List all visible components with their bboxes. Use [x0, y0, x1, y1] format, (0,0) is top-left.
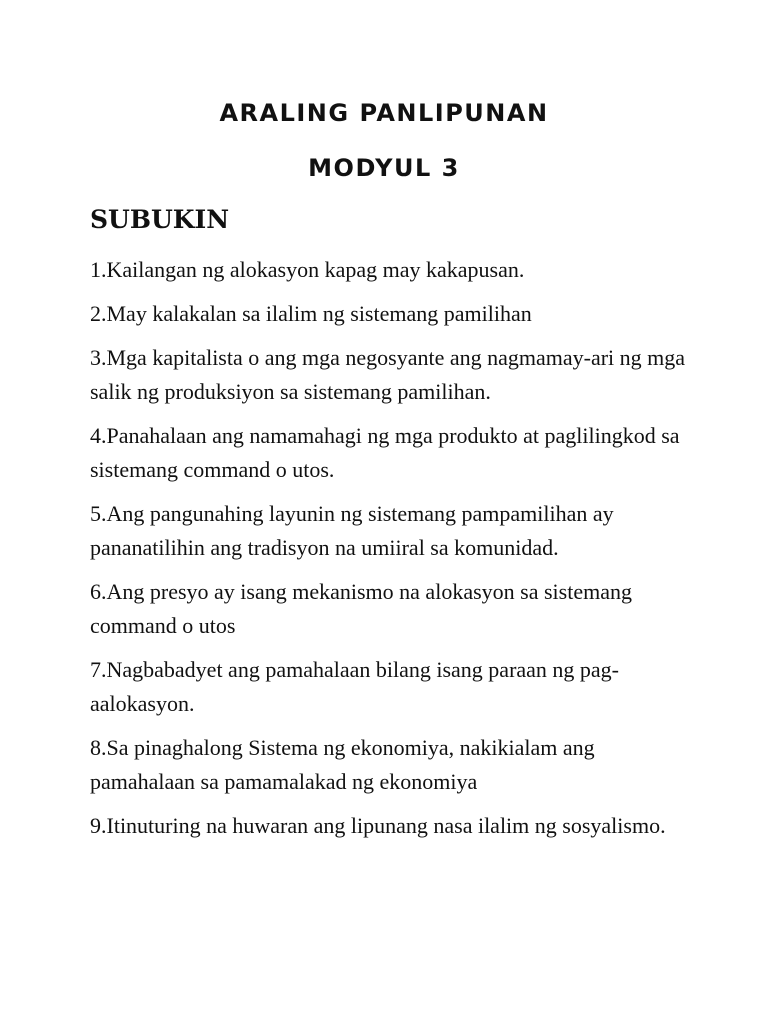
section-heading: SUBUKIN — [90, 205, 230, 234]
module-label: MODYUL 3 — [308, 154, 460, 182]
question-item-2: 2.May kalakalan sa ilalim ng sistemang pamilihan — [90, 301, 532, 326]
question-list — [90, 253, 700, 853]
question-item-7: 7.Nagbabadyet ang pamahalaan bilang isang paraan ng pag-aalokasyon. — [90, 657, 620, 716]
document-title: ARALING PANLIPUNAN — [219, 99, 549, 127]
question-item-6: 6.Ang presyo ay isang mekanismo na alokasyon sa sistemang command o utos — [90, 579, 632, 638]
question-item-1: 1.Kailangan ng alokasyon kapag may kakapusan. — [90, 257, 525, 282]
question-item-9: 9.Itinuturing na huwaran ang lipunang nasa ilalim ng sosyalismo. — [90, 813, 666, 838]
question-item-5: 5.Ang pangunahing layunin ng sistemang pampamilihan ay pananatilihin ang tradisyon na umiiral sa komunidad. — [90, 501, 614, 560]
question-item-3: 3.Mga kapitalista o ang mga negosyante ang nagmamay-ari ng mga salik ng produksiyon sa sistemang pamilihan. — [90, 345, 686, 404]
question-item-4: 4.Panahalaan ang namamahagi ng mga produkto at paglilingkod sa sistemang command o utos. — [90, 423, 680, 482]
question-item-8: 8.Sa pinaghalong Sistema ng ekonomiya, nakikialam ang pamahalaan sa pamamalakad ng ekonomiya — [90, 735, 595, 794]
